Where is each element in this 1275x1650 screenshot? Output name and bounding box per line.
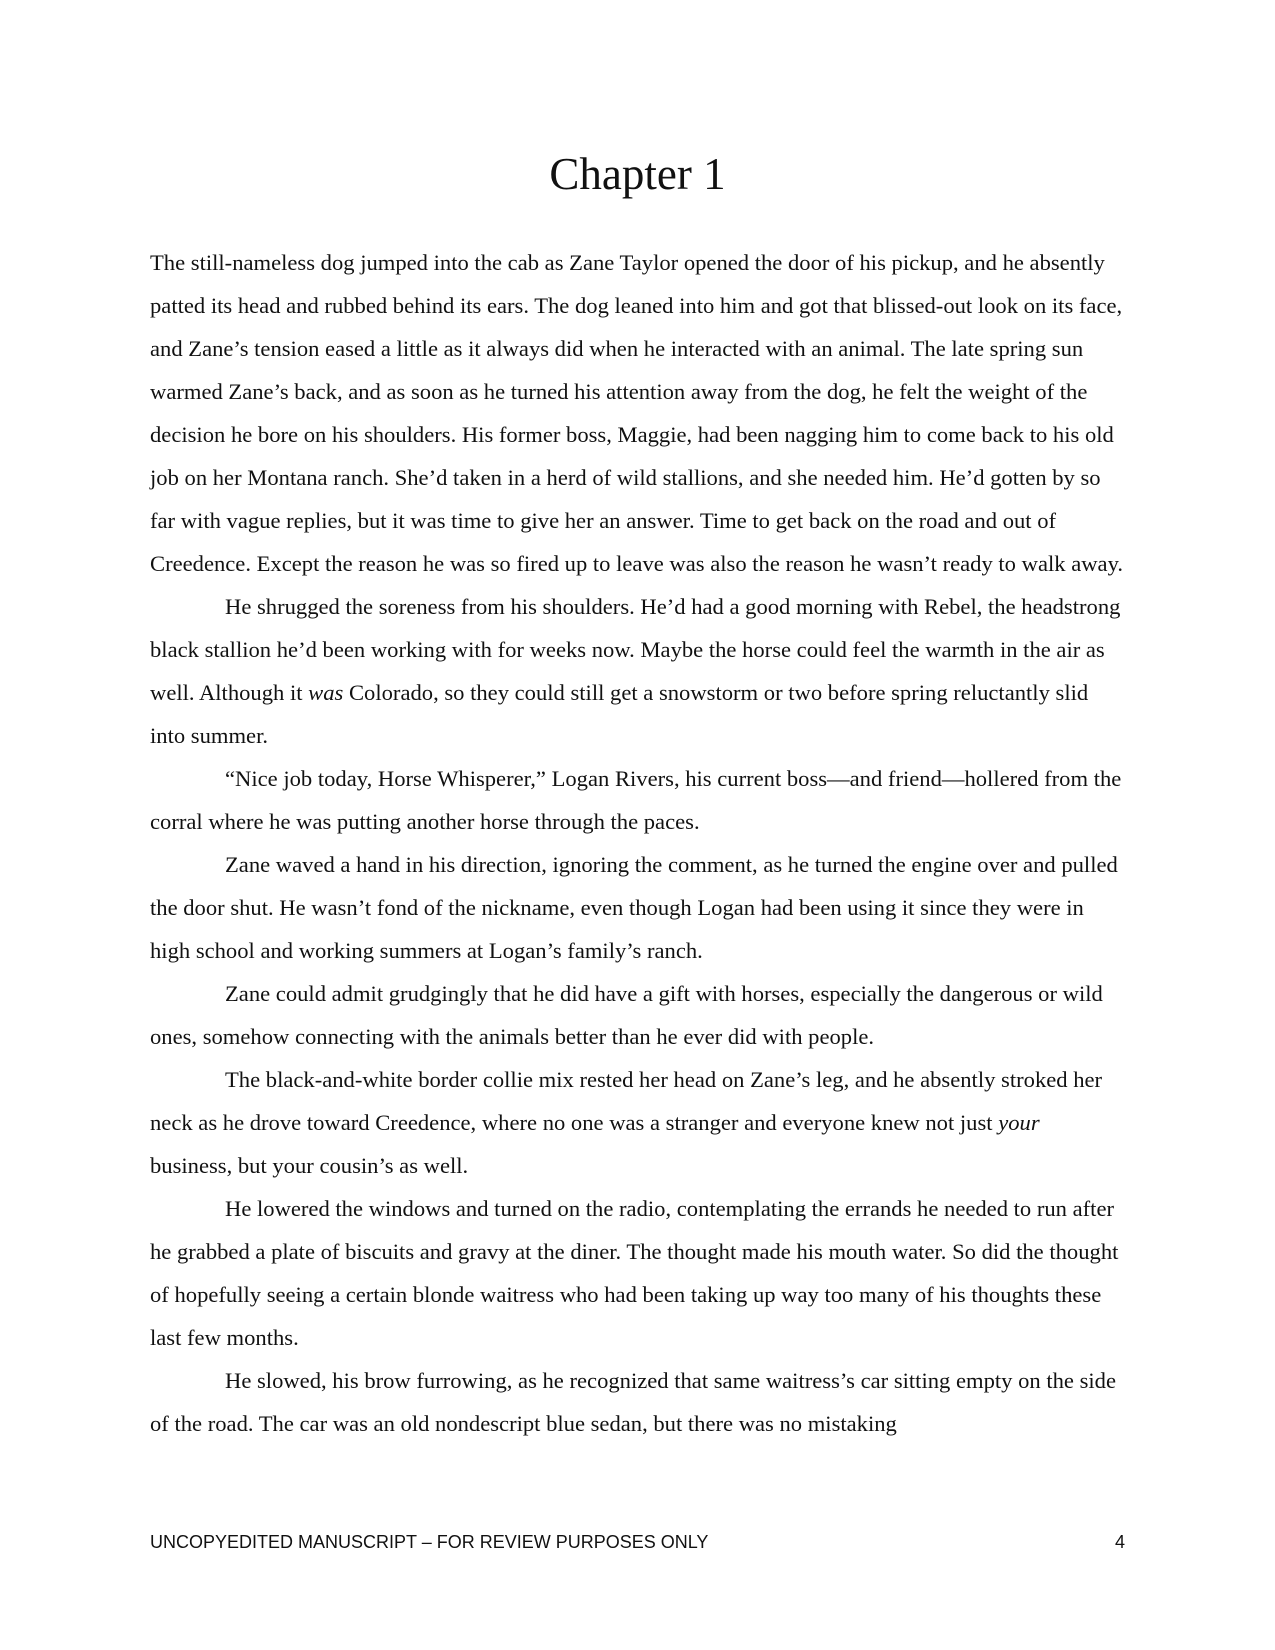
paragraph-6 — [150, 1058, 1125, 1187]
paragraph-6-text-end: business, but your cousin’s as well. — [150, 1153, 469, 1178]
paragraph-6-italic: your — [998, 1110, 1040, 1135]
paragraph-8: He slowed, his brow furrowing, as he recognized that same waitress’s car sitting empty on the side of the road. The car was an old nondescript blue sedan, but there was no mistaking — [150, 1368, 1116, 1436]
paragraph-7: He lowered the windows and turned on the radio, contemplating the errands he needed to run after he grabbed a plate of biscuits and gravy at the diner. The thought made his mouth water. So did the thought of hopefully seeing a certain blonde waitress who had been taking up way too many of his thoughts these last few months. — [150, 1196, 1119, 1350]
paragraph-3: “Nice job today, Horse Whisperer,” Logan Rivers, his current boss—and friend—hollered from the corral where he was putting another horse through the paces. — [150, 766, 1122, 834]
paragraph-2-text-end: Colorado, so they could still get a snowstorm or two before spring reluctantly slid into summer. — [150, 680, 1089, 748]
paragraph-2-text-start: He shrugged the soreness from his shoulders. He’d had a good morning with Rebel, the headstrong black stallion he’d been working with for weeks now. Maybe the horse could feel the warmth in the air as well. Although it — [150, 594, 1121, 705]
paragraph-2-italic: was — [308, 680, 344, 705]
paragraph-1: The still-nameless dog jumped into the cab as Zane Taylor opened the door of his pickup, and he absently patted its head and rubbed behind its ears. The dog leaned into him and got that blissed-out look on its face, and Zane’s tension eased a little as it always did when he interacted with an animal. The late spring sun warmed Zane’s back, and as soon as he turned his attention away from the dog, he felt the weight of the decision he bore on his shoulders. His former boss, Maggie, had been nagging him to come back to his old job on her Montana ranch. She’d taken in a herd of wild stallions, and she needed him. He’d gotten by so far with vague replies, but it was time to give her an answer. Time to get back on the road and out of Creedence. Except the reason he was so fired up to leave was also the reason he wasn’t ready to walk away. — [150, 250, 1124, 576]
paragraph-2 — [150, 585, 1125, 757]
chapter-body — [150, 241, 1125, 1445]
paragraph-4: Zane waved a hand in his direction, ignoring the comment, as he turned the engine over and pulled the door shut. He wasn’t fond of the nickname, even though Logan had been using it since they were in high school and working summers at Logan’s family’s ranch. — [150, 852, 1118, 963]
footer-notice: UNCOPYEDITED MANUSCRIPT – FOR REVIEW PURPOSES ONLY — [150, 1532, 709, 1552]
chapter-title: Chapter 1 — [549, 149, 726, 199]
paragraph-5: Zane could admit grudgingly that he did have a gift with horses, especially the dangerous or wild ones, somehow connecting with the animals better than he ever did with people. — [150, 981, 1103, 1049]
page-number: 4 — [1114, 1532, 1125, 1552]
paragraph-6-text-start: The black-and-white border collie mix rested her head on Zane’s leg, and he absently stroked her neck as he drove toward Creedence, where no one was a stranger and everyone knew not just — [150, 1067, 1103, 1135]
